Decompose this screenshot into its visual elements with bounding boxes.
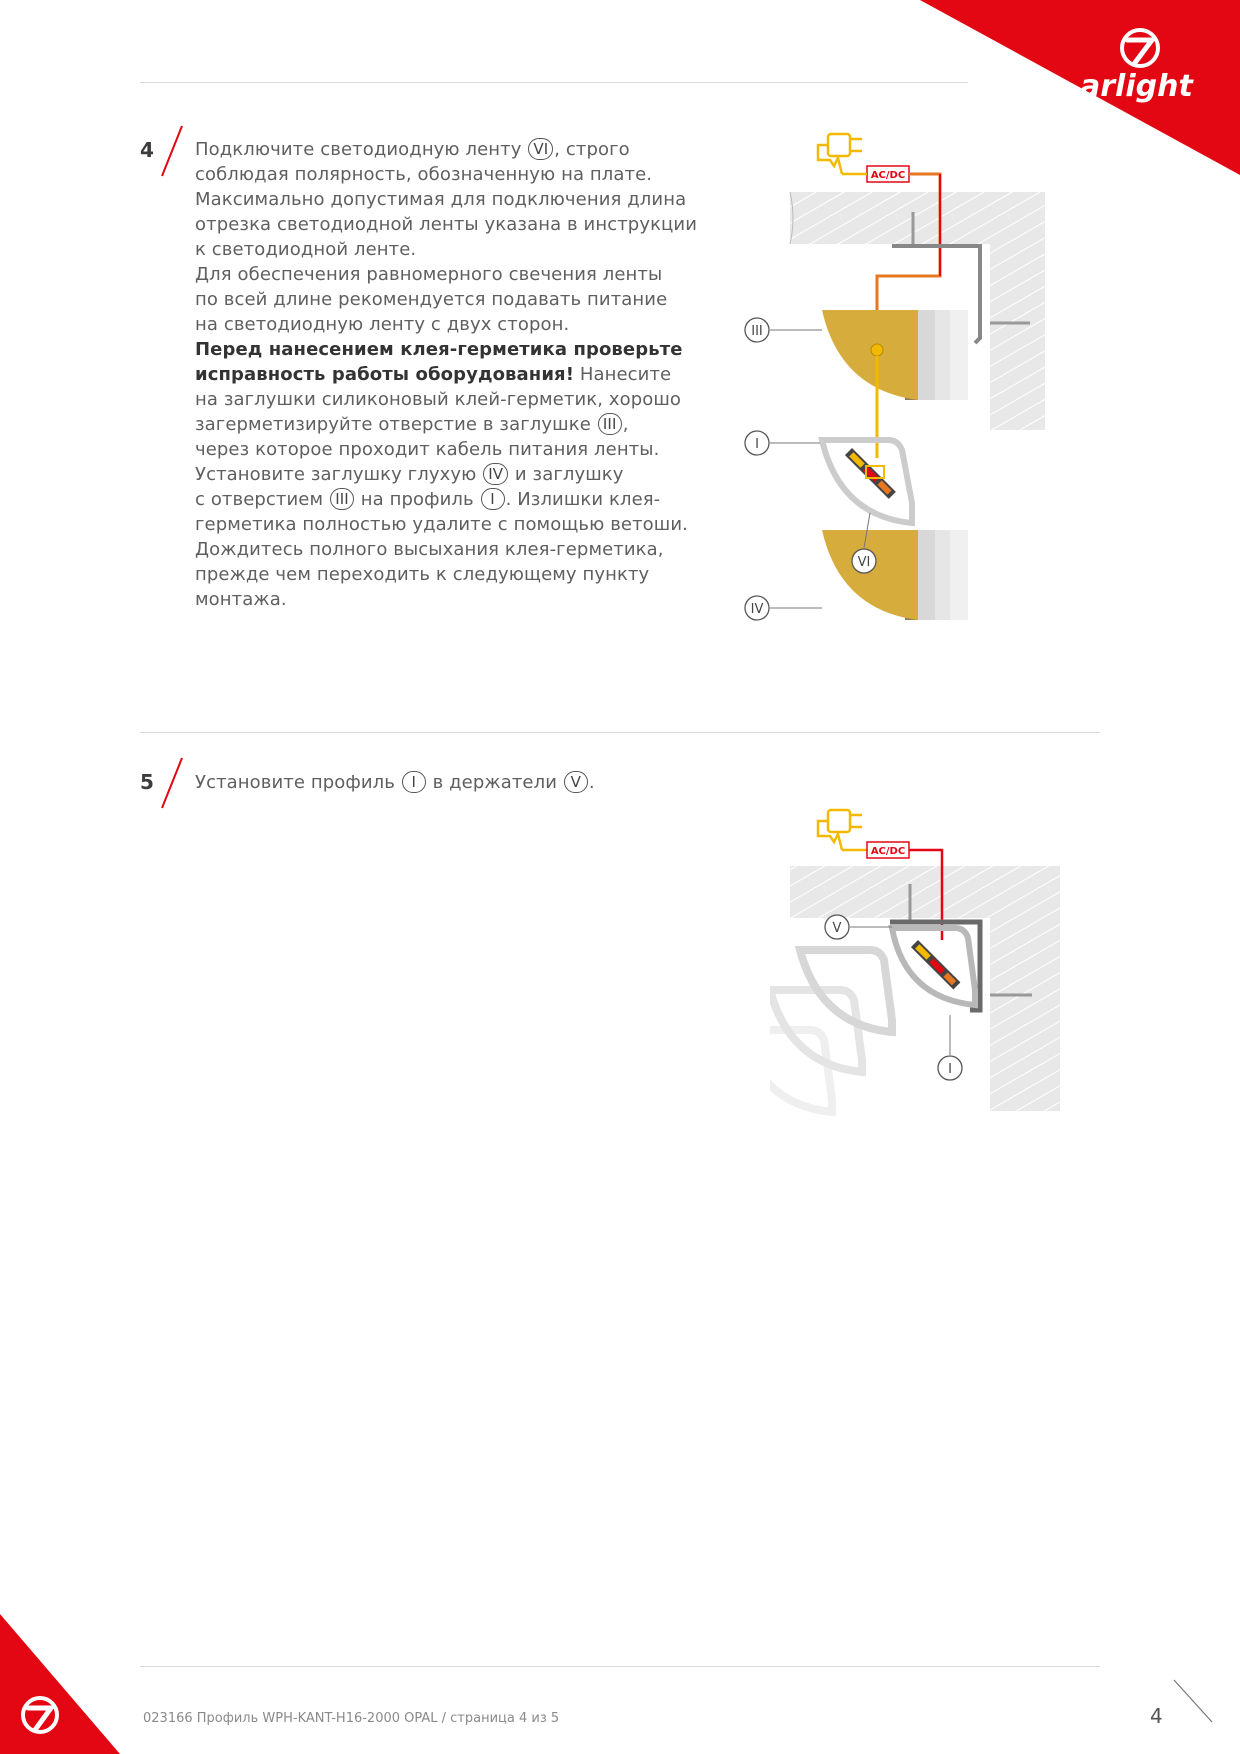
blind-end-cap [822, 530, 918, 620]
text-line [195, 312, 715, 337]
text-line [195, 212, 715, 237]
document-footer-label: 023166 Профиль WPH-KANT-H16-2000 OPAL / страница 4 из 5 [143, 1711, 560, 1726]
text-segment: Дождитесь полного высыхания клея-герметика, [195, 539, 664, 560]
text-line [195, 537, 715, 562]
text-segment: , строго [554, 139, 630, 160]
text-line [195, 387, 715, 412]
bold-text: исправность работы оборудования! [195, 364, 575, 385]
text-line [195, 237, 715, 262]
brand-logo-text: arlight [1080, 69, 1193, 104]
part-reference: I [402, 771, 426, 793]
part-reference: I [481, 488, 505, 510]
text-segment: на заглушки силиконовый клей-герметик, хорошо [195, 389, 682, 410]
step-4-diagram [730, 128, 1060, 688]
text-segment: Максимально допустимая для подключения длина [195, 189, 687, 210]
callout-IV [745, 596, 769, 620]
power-supply-label: AC/DC [870, 846, 906, 857]
text-segment: Установите заглушку глухую [195, 464, 483, 485]
step-number-4: 4 [140, 138, 154, 162]
text-line [195, 770, 715, 795]
bold-text: Перед нанесением клея-герметика проверьте [195, 339, 683, 360]
text-line [195, 287, 715, 312]
callout-III [745, 318, 769, 342]
text-segment: на профиль [354, 489, 480, 510]
part-reference: IV [483, 463, 508, 485]
text-line [195, 512, 715, 537]
text-line [195, 262, 715, 287]
step-number-5: 5 [140, 770, 154, 794]
text-line [195, 137, 715, 162]
text-segment: по всей длине рекомендуется подавать питание [195, 289, 668, 310]
svg-text:I: I [755, 437, 759, 452]
led-strip [845, 448, 896, 499]
text-line [195, 337, 715, 362]
part-reference: III [330, 488, 354, 510]
text-segment: прежде чем переходить к следующему пункту [195, 564, 650, 585]
page-number: 4 [1150, 1704, 1163, 1728]
svg-text:V: V [832, 921, 842, 936]
step-4-instructions [195, 137, 715, 612]
text-segment: монтажа. [195, 589, 287, 610]
text-segment: , [622, 414, 629, 435]
text-segment: на светодиодную ленту с двух сторон. [195, 314, 570, 335]
text-segment: загерметизируйте отверстие в заглушке [195, 414, 597, 435]
text-line [195, 487, 715, 512]
end-cap-with-hole [822, 310, 918, 400]
text-line [195, 437, 715, 462]
step-5-instructions [195, 770, 715, 795]
callout-I [745, 431, 769, 455]
text-segment: Установите профиль [195, 772, 401, 793]
text-segment: герметика полностью удалите с помощью ветоши. [195, 514, 688, 535]
section-divider [140, 732, 1100, 733]
corner-profile [822, 440, 912, 523]
text-line [195, 462, 715, 487]
footer-corner [0, 1614, 120, 1754]
text-segment: в держатели [426, 772, 563, 793]
part-reference: VI [528, 138, 553, 160]
text-segment: соблюдая полярность, обозначенную на плате. [195, 164, 653, 185]
callout-VI [852, 549, 876, 573]
ceiling-section [790, 192, 1045, 244]
step-slash-5 [158, 756, 186, 812]
text-segment: Нанесите [574, 364, 672, 385]
part-reference: III [598, 413, 622, 435]
svg-text:I: I [948, 1062, 952, 1077]
text-line [195, 562, 715, 587]
top-divider [140, 82, 968, 83]
text-line [195, 187, 715, 212]
text-line [195, 412, 715, 437]
footer-divider [140, 1666, 1100, 1667]
text-segment: с отверстием [195, 489, 329, 510]
text-line [195, 162, 715, 187]
text-segment: отрезка светодиодной ленты указана в инструкции [195, 214, 697, 235]
text-segment: Подключите светодиодную ленту [195, 139, 528, 160]
page-number-slash [1172, 1678, 1214, 1724]
text-segment: Для обеспечения равномерного свечения ленты [195, 264, 663, 285]
text-segment: через которое проходит кабель питания ленты. [195, 439, 660, 460]
text-segment: . [588, 772, 595, 793]
text-segment: и заглушку [509, 464, 624, 485]
callout-V [825, 915, 849, 939]
svg-text:IV: IV [750, 602, 764, 617]
wall-section [990, 866, 1060, 1111]
text-line [195, 362, 715, 387]
text-line [195, 587, 715, 612]
step-slash-4 [158, 124, 186, 180]
power-supply-label: AC/DC [870, 170, 906, 181]
power-plug-icon [818, 810, 862, 850]
step-5-diagram [770, 800, 1060, 1135]
text-segment: . Излишки клея- [505, 489, 661, 510]
power-plug-icon [818, 134, 862, 174]
callout-I [938, 1056, 962, 1080]
text-segment: к светодиодной ленте. [195, 239, 417, 260]
svg-text:VI: VI [857, 555, 871, 570]
svg-text:III: III [751, 324, 763, 339]
part-reference: V [564, 771, 588, 793]
